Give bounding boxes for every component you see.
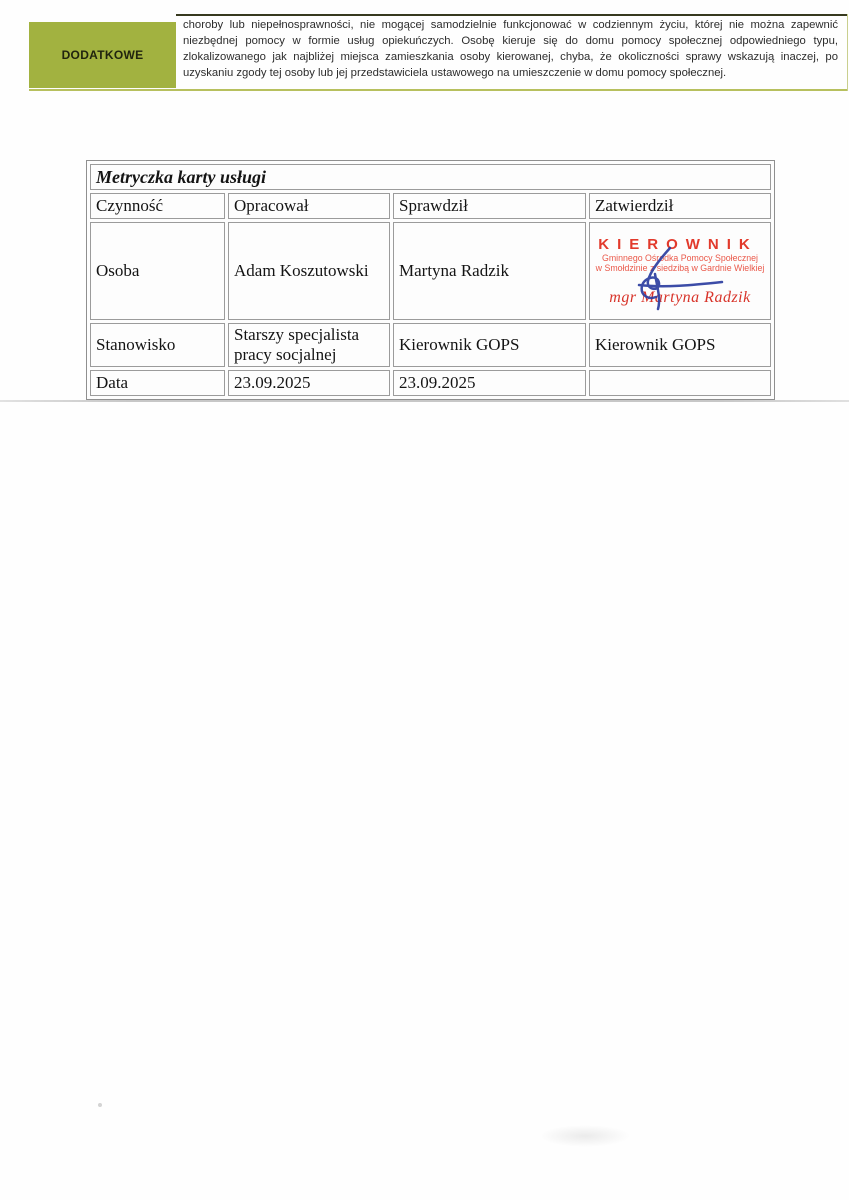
table-row-data — [90, 370, 771, 396]
header-opracowal: Opracował — [228, 193, 390, 219]
stamp-title: KIEROWNIK — [598, 235, 758, 253]
scan-speck — [98, 1103, 102, 1107]
table-row-stanowisko — [90, 323, 771, 367]
cell-stanowisko-label: Stanowisko — [90, 323, 225, 367]
cell-osoba-opracowal: Adam Koszutowski — [228, 222, 390, 320]
dodatkowe-label-cell — [29, 22, 176, 88]
stamp-org-line2: w Smołdzinie z siedzibą w Gardnie Wielkiej — [595, 263, 765, 273]
header-zatwierdzil: Zatwierdził — [589, 193, 771, 219]
cell-data-opracowal: 23.09.2025 — [228, 370, 390, 396]
cell-stanowisko-zatwierdzil: Kierownik GOPS — [589, 323, 771, 367]
cell-data-label: Data — [90, 370, 225, 396]
stamp-signatory-name: mgr Martyna Radzik — [609, 288, 751, 306]
table-border-bottom — [29, 89, 848, 91]
cell-osoba-zatwierdzil — [589, 222, 771, 320]
page-separator-line — [0, 400, 849, 402]
metryczka-table — [86, 160, 775, 400]
stamp-org-line1: Gminnego Ośrodka Pomocy Społecznej — [602, 252, 758, 263]
kierownik-stamp — [595, 236, 765, 307]
table-border-right — [847, 14, 848, 91]
dodatkowe-label: DODATKOWE — [61, 48, 144, 62]
table-header-row — [90, 193, 771, 219]
table-title: Metryczka karty usługi — [90, 164, 771, 190]
cell-data-sprawdzil: 23.09.2025 — [393, 370, 586, 396]
header-sprawdzil: Sprawdził — [393, 193, 586, 219]
cell-osoba-sprawdzil: Martyna Radzik — [393, 222, 586, 320]
dodatkowe-section — [29, 14, 848, 91]
table-row-osoba — [90, 222, 771, 320]
table-border-top — [176, 14, 848, 16]
scan-smudge — [540, 1125, 630, 1147]
table-title-row — [90, 164, 771, 190]
dodatkowe-paragraph: choroby lub niepełnosprawności, nie mogącej samodzielnie funkcjonować w codziennym życiu, której nie można zapewnić niezbędnej pomocy w formie usług opiekuńczych. Osobę kieruje się do domu pomocy społecznej odpowiedniego typu, zlokalizowanego jak najbliżej miejsca zamieszkania osoby kierowanej, chyba, że okoliczności sprawy wskazują inaczej, po uzyskaniu zgody tej osoby lub jej przedstawiciela ustawowego na umieszczenie w domu pomocy społecznej. — [183, 19, 838, 79]
cell-data-zatwierdzil — [589, 370, 771, 396]
cell-osoba-label: Osoba — [90, 222, 225, 320]
cell-stanowisko-opracowal: Starszy specjalista pracy socjalnej — [228, 323, 390, 367]
header-czynnosc: Czynność — [90, 193, 225, 219]
cell-stanowisko-sprawdzil: Kierownik GOPS — [393, 323, 586, 367]
